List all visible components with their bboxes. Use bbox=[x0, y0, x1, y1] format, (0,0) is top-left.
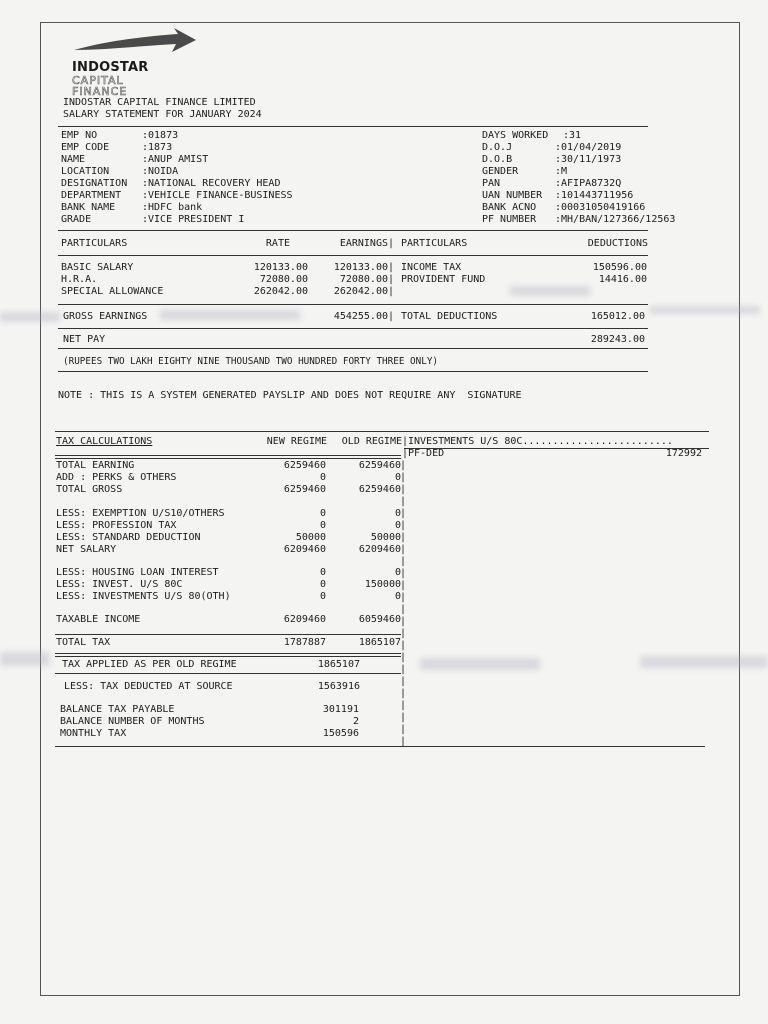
col-separator: | bbox=[400, 520, 407, 531]
employee-field-label: EMP CODE bbox=[61, 142, 110, 153]
employee-field-label: DESIGNATION bbox=[61, 178, 128, 189]
tax-row-new-regime: 50000 bbox=[295, 532, 326, 543]
company-logo bbox=[70, 28, 200, 98]
tax-row-old-regime: 0 bbox=[394, 567, 401, 578]
col-separator: | bbox=[400, 568, 407, 579]
col-separator: | bbox=[402, 448, 409, 459]
employee-field-value: :NATIONAL RECOVERY HEAD bbox=[142, 178, 281, 189]
company-name: INDOSTAR CAPITAL FINANCE LIMITED bbox=[63, 97, 256, 108]
logo-swoosh-icon bbox=[70, 28, 200, 60]
tax-row-new-regime: 0 bbox=[319, 508, 326, 519]
divider bbox=[58, 126, 648, 127]
col-separator: | bbox=[400, 640, 407, 651]
net-pay-label: NET PAY bbox=[63, 334, 106, 345]
pf-ded-label: PF-DED bbox=[408, 448, 445, 459]
col-particulars: PARTICULARS bbox=[61, 238, 128, 249]
tax-row-label: LESS: PROFESSION TAX bbox=[56, 520, 177, 531]
divider bbox=[55, 656, 401, 657]
divider bbox=[55, 746, 705, 747]
col-separator: | bbox=[400, 712, 407, 723]
col-separator: | bbox=[388, 311, 395, 322]
tax-row-old-regime: 0 bbox=[394, 591, 401, 602]
tax-row-old-regime: 0 bbox=[394, 472, 401, 483]
divider bbox=[58, 371, 648, 372]
tax-row-new-regime: 6259460 bbox=[283, 484, 326, 495]
tax-row-old-regime: 150000 bbox=[364, 579, 401, 590]
scan-smudge bbox=[420, 658, 540, 670]
col-separator: | bbox=[400, 616, 407, 627]
divider bbox=[58, 304, 648, 305]
employee-field-label: DAYS WORKED bbox=[482, 130, 549, 141]
col-separator: | bbox=[400, 628, 407, 639]
tax-applied-label: TAX APPLIED AS PER OLD REGIME bbox=[62, 659, 237, 670]
scan-smudge bbox=[510, 286, 590, 296]
divider bbox=[55, 673, 401, 674]
investments-title: INVESTMENTS U/S 80C......................... bbox=[408, 436, 673, 447]
tax-row-new-regime: 0 bbox=[319, 567, 326, 578]
col-separator: | bbox=[400, 652, 407, 663]
tax-row-new-regime: 6259460 bbox=[283, 460, 326, 471]
col-separator: | bbox=[400, 592, 407, 603]
employee-field-value: :101443711956 bbox=[555, 190, 634, 201]
earning-rate: 120133.00 bbox=[253, 262, 308, 273]
employee-field-value: :01/04/2019 bbox=[555, 142, 622, 153]
col-separator: | bbox=[400, 496, 407, 507]
employee-field-value: :MH/BAN/127366/12563 bbox=[555, 214, 676, 225]
employee-field-value: :NOIDA bbox=[142, 166, 179, 177]
employee-field-label: D.O.B bbox=[482, 154, 513, 165]
tax-row-new-regime: 6209460 bbox=[283, 614, 326, 625]
tax-row-old-regime: 0 bbox=[394, 520, 401, 531]
tax-row-new-regime: 6209460 bbox=[283, 544, 326, 555]
earning-name: SPECIAL ALLOWANCE bbox=[61, 286, 164, 297]
col-separator: | bbox=[388, 238, 395, 249]
employee-field-value: :00031050419166 bbox=[555, 202, 646, 213]
tax-row-new-regime: 1787887 bbox=[283, 637, 326, 648]
tax-row-label: ADD : PERKS & OTHERS bbox=[56, 472, 177, 483]
deduction-amount: 150596.00 bbox=[592, 262, 647, 273]
employee-field-value: :30/11/1973 bbox=[555, 154, 622, 165]
deduction-amount: 14416.00 bbox=[598, 274, 647, 285]
divider bbox=[55, 455, 401, 456]
logo-text-3: FINANCE bbox=[72, 85, 128, 98]
tax-row-new-regime: 0 bbox=[319, 579, 326, 590]
tax-row-label: LESS: INVESTMENTS U/S 80(OTH) bbox=[56, 591, 231, 602]
col-separator: | bbox=[388, 286, 395, 297]
employee-field-label: EMP NO bbox=[61, 130, 98, 141]
tax-row-label: TOTAL GROSS bbox=[56, 484, 123, 495]
scan-smudge bbox=[0, 312, 60, 322]
balance-value: 2 bbox=[352, 716, 359, 727]
col-old-regime: OLD REGIME bbox=[341, 436, 402, 447]
tax-row-new-regime: 0 bbox=[319, 472, 326, 483]
tax-row-label: TOTAL EARNING bbox=[56, 460, 135, 471]
earning-amount: 72080.00 bbox=[339, 274, 388, 285]
logo-text-1: INDOSTAR bbox=[72, 60, 149, 75]
tax-row-label: NET SALARY bbox=[56, 544, 117, 555]
tax-row-old-regime: 6209460 bbox=[358, 544, 401, 555]
employee-field-value: :VEHICLE FINANCE-BUSINESS bbox=[142, 190, 293, 201]
employee-field-value: :ANUP AMIST bbox=[142, 154, 209, 165]
tax-row-label: LESS: STANDARD DEDUCTION bbox=[56, 532, 201, 543]
amount-in-words: (RUPEES TWO LAKH EIGHTY NINE THOUSAND TWO HUNDRED FORTY THREE ONLY) bbox=[63, 356, 439, 367]
earning-rate: 262042.00 bbox=[253, 286, 308, 297]
col-separator: | bbox=[400, 664, 407, 675]
employee-field-label: PAN bbox=[482, 178, 501, 189]
divider bbox=[55, 458, 401, 459]
earning-amount: 262042.00 bbox=[333, 286, 388, 297]
balance-value: 150596 bbox=[322, 728, 359, 739]
employee-field-value: :AFIPA8732Q bbox=[555, 178, 622, 189]
scan-smudge bbox=[650, 306, 760, 314]
employee-field-value: :HDFC bank bbox=[142, 202, 203, 213]
tax-row-old-regime: 1865107 bbox=[358, 637, 401, 648]
tax-row-new-regime: 0 bbox=[319, 520, 326, 531]
col-separator: | bbox=[400, 484, 407, 495]
tds-label: LESS: TAX DEDUCTED AT SOURCE bbox=[64, 681, 233, 692]
balance-label: BALANCE TAX PAYABLE bbox=[60, 704, 175, 715]
employee-field-label: BANK ACNO bbox=[482, 202, 537, 213]
employee-field-label: LOCATION bbox=[61, 166, 110, 177]
pf-ded-value: 172992 bbox=[665, 448, 702, 459]
tax-row-old-regime: 6259460 bbox=[358, 484, 401, 495]
earning-amount: 120133.00 bbox=[333, 262, 388, 273]
tax-row-old-regime: 6259460 bbox=[358, 460, 401, 471]
employee-field-value: :01873 bbox=[142, 130, 179, 141]
col-deductions: DEDUCTIONS bbox=[587, 238, 648, 249]
system-note: NOTE : THIS IS A SYSTEM GENERATED PAYSLIP AND DOES NOT REQUIRE ANY SIGNATURE bbox=[58, 390, 522, 401]
balance-value: 301191 bbox=[322, 704, 359, 715]
earning-name: BASIC SALARY bbox=[61, 262, 134, 273]
col-separator: | bbox=[400, 460, 407, 471]
statement-title: SALARY STATEMENT FOR JANUARY 2024 bbox=[63, 109, 262, 120]
net-pay-value: 289243.00 bbox=[590, 334, 645, 345]
employee-field-label: NAME bbox=[61, 154, 86, 165]
total-deductions-label: TOTAL DEDUCTIONS bbox=[401, 311, 498, 322]
tax-row-old-regime: 50000 bbox=[370, 532, 401, 543]
employee-field-label: PF NUMBER bbox=[482, 214, 537, 225]
employee-field-label: BANK NAME bbox=[61, 202, 116, 213]
col-separator: | bbox=[400, 580, 407, 591]
employee-field-label: D.O.J bbox=[482, 142, 513, 153]
divider bbox=[55, 634, 401, 635]
divider bbox=[55, 431, 709, 432]
col-separator: | bbox=[400, 532, 407, 543]
col-separator: | bbox=[400, 472, 407, 483]
balance-label: MONTHLY TAX bbox=[60, 728, 127, 739]
logo-text-2: CAPITAL bbox=[72, 74, 124, 87]
tax-row-label: TOTAL TAX bbox=[56, 637, 111, 648]
gross-earnings-label: GROSS EARNINGS bbox=[63, 311, 148, 322]
employee-field-label: UAN NUMBER bbox=[482, 190, 543, 201]
employee-field-value: :31 bbox=[563, 130, 582, 141]
col-separator: | bbox=[402, 436, 409, 447]
tax-row-label: LESS: EXEMPTION U/S10/OTHERS bbox=[56, 508, 225, 519]
total-deductions-value: 165012.00 bbox=[590, 311, 645, 322]
employee-field-value: :M bbox=[555, 166, 568, 177]
balance-label: BALANCE NUMBER OF MONTHS bbox=[60, 716, 205, 727]
col-new-regime: NEW REGIME bbox=[266, 436, 327, 447]
gross-earnings-value: 454255.00 bbox=[333, 311, 388, 322]
tax-applied-value: 1865107 bbox=[317, 659, 360, 670]
col-separator: | bbox=[400, 688, 407, 699]
col-separator: | bbox=[400, 736, 407, 747]
employee-field-label: DEPARTMENT bbox=[61, 190, 122, 201]
col-separator: | bbox=[388, 274, 395, 285]
col-rate: RATE bbox=[265, 238, 290, 249]
col-separator: | bbox=[388, 262, 395, 273]
col-separator: | bbox=[400, 508, 407, 519]
col-particulars-2: PARTICULARS bbox=[401, 238, 468, 249]
deduction-name: INCOME TAX bbox=[401, 262, 462, 273]
col-separator: | bbox=[400, 544, 407, 555]
earning-name: H.R.A. bbox=[61, 274, 98, 285]
employee-field-value: :1873 bbox=[142, 142, 173, 153]
tax-row-label: LESS: HOUSING LOAN INTEREST bbox=[56, 567, 219, 578]
employee-field-label: GENDER bbox=[482, 166, 519, 177]
divider bbox=[58, 230, 648, 231]
tax-row-old-regime: 0 bbox=[394, 508, 401, 519]
tax-row-label: LESS: INVEST. U/S 80C bbox=[56, 579, 183, 590]
scan-smudge bbox=[0, 652, 50, 666]
tax-calc-title: TAX CALCULATIONS bbox=[56, 436, 153, 447]
scan-smudge bbox=[640, 656, 768, 668]
col-separator: | bbox=[400, 676, 407, 687]
employee-field-label: GRADE bbox=[61, 214, 92, 225]
col-separator: | bbox=[400, 700, 407, 711]
divider bbox=[58, 348, 648, 349]
employee-field-value: :VICE PRESIDENT I bbox=[142, 214, 245, 225]
divider bbox=[58, 255, 648, 256]
divider bbox=[55, 653, 401, 654]
col-earnings: EARNINGS bbox=[339, 238, 388, 249]
col-separator: | bbox=[400, 724, 407, 735]
deduction-name: PROVIDENT FUND bbox=[401, 274, 486, 285]
tax-row-label: TAXABLE INCOME bbox=[56, 614, 141, 625]
tds-value: 1563916 bbox=[317, 681, 360, 692]
earning-rate: 72080.00 bbox=[259, 274, 308, 285]
scan-smudge bbox=[160, 310, 300, 320]
col-separator: | bbox=[400, 556, 407, 567]
col-separator: | bbox=[400, 604, 407, 615]
tax-row-old-regime: 6059460 bbox=[358, 614, 401, 625]
divider bbox=[58, 328, 648, 329]
tax-row-new-regime: 0 bbox=[319, 591, 326, 602]
